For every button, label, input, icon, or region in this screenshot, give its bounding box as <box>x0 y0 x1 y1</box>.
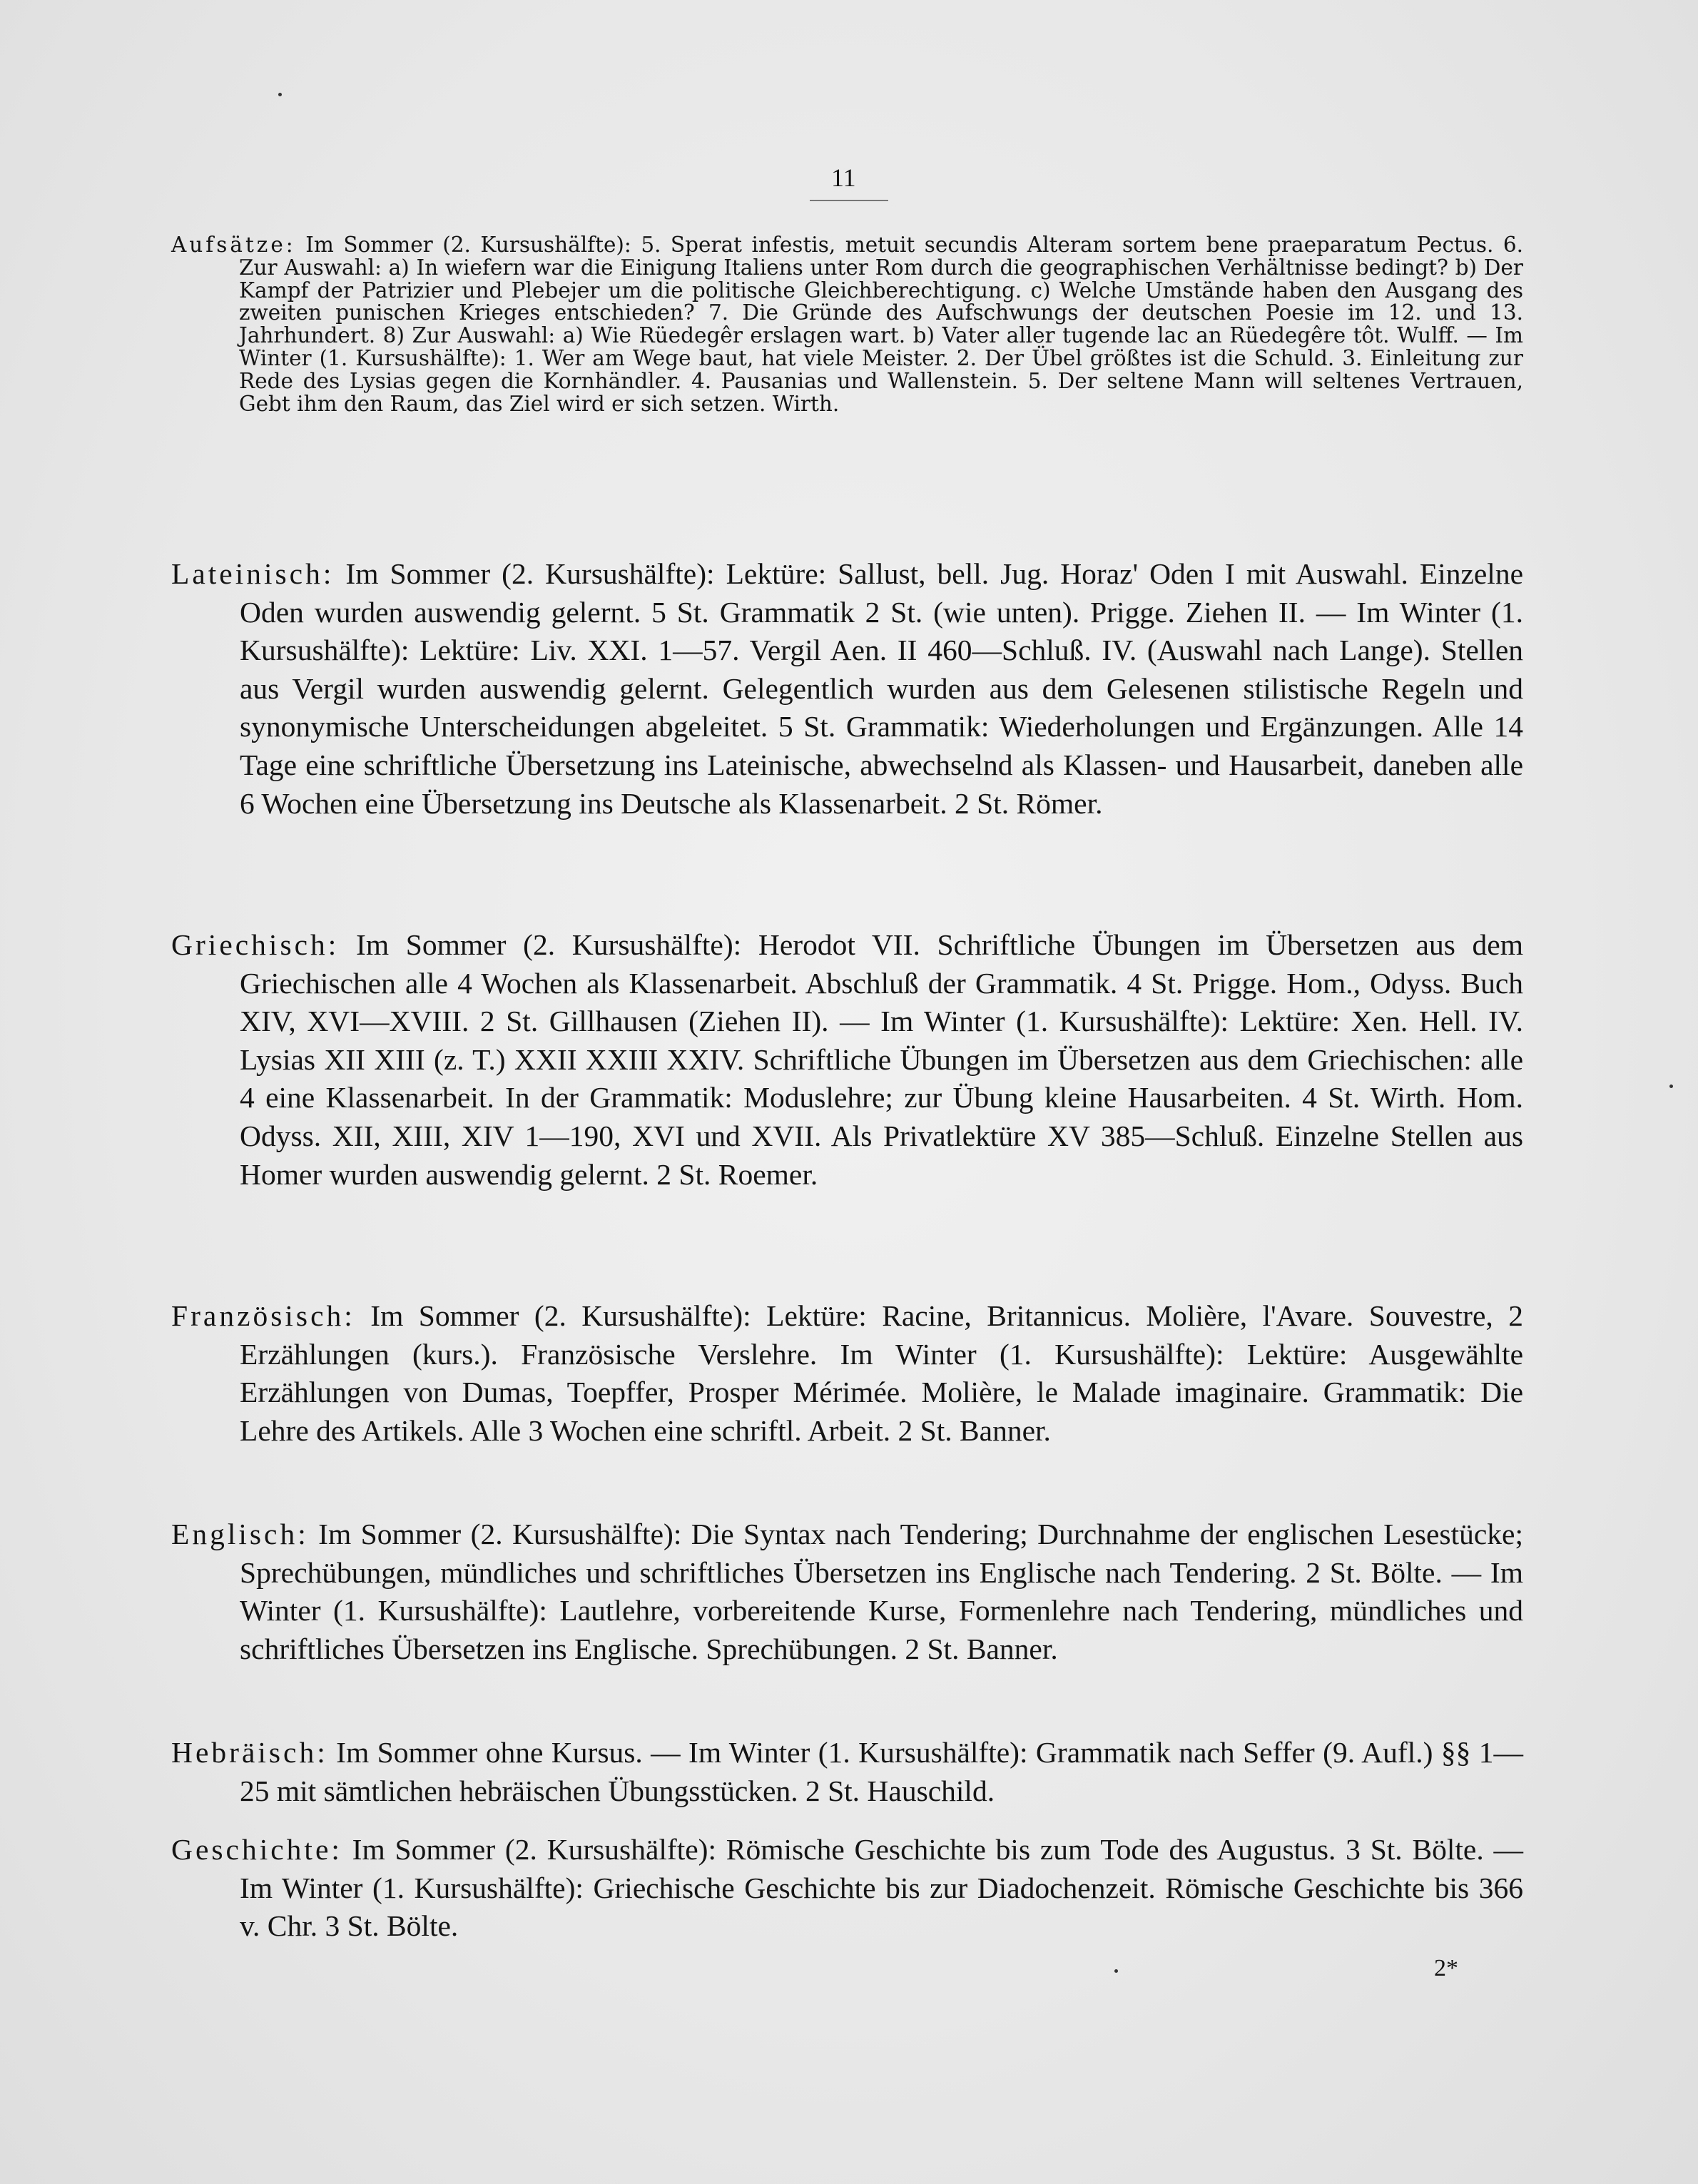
section-label-franzoesisch: Französisch: <box>171 1299 355 1332</box>
section-text-lateinisch: Im Sommer (2. Kursushälfte): Lektüre: Sallust, bell. Jug. Horaz' Oden I mit Auswahl. Einzelne Oden wurden auswendig gelernt. 5 St. Grammatik 2 St. (wie unten). Prigge. Ziehen II. — Im Winter (1. Kursushälfte): Lektüre: Liv. XXI. 1—57. Vergil Aen. II 460—Schluß. IV. (Auswahl nach Lange). Stellen aus Vergil wurden auswendig gelernt. Gelegentlich wurden aus dem Gelesenen stilistische Regeln und synonymische Unterscheidungen abgeleitet. 5 St. Grammatik: Wiederholungen und Ergänzungen. Alle 14 Tage eine schriftliche Übersetzung ins Lateinische, abwechselnd als Klassen- und Hausarbeit, daneben alle 6 Wochen eine Übersetzung ins Deutsche als Klassenarbeit. 2 St. Römer. <box>240 557 1524 820</box>
page-number: 11 <box>831 163 856 192</box>
section-aufsaetze <box>171 234 1523 415</box>
section-englisch <box>171 1515 1523 1668</box>
section-text-geschichte: Im Sommer (2. Kursushälfte): Römische Geschichte bis zum Tode des Augustus. 3 St. Bölte. — Im Winter (1. Kursushälfte): Griechische Geschichte bis zur Diadochenzeit. Römische Geschichte bis 366 v. Chr. 3 St. Bölte. <box>240 1833 1523 1943</box>
scan-speck <box>1669 1085 1673 1088</box>
section-griechisch <box>171 926 1523 1194</box>
section-label-geschichte: Geschichte: <box>171 1833 342 1866</box>
section-label-hebraeisch: Hebräisch: <box>171 1736 328 1769</box>
section-text-aufsaetze: Im Sommer (2. Kursushälfte): 5. Sperat infestis, metuit secundis Alteram sortem bene praeparatum Pectus. 6. Zur Auswahl: a) In wiefern war die Einigung Italiens unter Rom durch die geographischen Verhältnisse bedingt? b) Der Kampf der Patrizier und Plebejer um die politische Gleichberechtigung. c) Welche Umstände haben den Ausgang des zweiten punischen Krieges entschieden? 7. Die Gründe des Aufschwungs der deutschen Poesie im 12. und 13. Jahrhundert. 8) Zur Auswahl: a) Wie Rüedegêr erslagen wart. b) Vater aller tugende lac an Rüedegêre tôt. Wulff. — Im Winter (1. Kursushälfte): 1. Wer am Wege baut, hat viele Meister. 2. Der Übel größtes ist die Schuld. 3. Einleitung zur Rede des Lysias gegen die Kornhändler. 4. Pausanias und Wallenstein. 5. Der seltene Mann will seltenes Vertrauen, Gebt ihm den Raum, das Ziel wird er sich setzen. Wirth. <box>239 233 1523 416</box>
section-label-lateinisch: Lateinisch: <box>171 557 335 590</box>
scan-speck <box>1114 1969 1118 1973</box>
section-hebraeisch <box>171 1734 1523 1810</box>
section-franzoesisch <box>171 1297 1523 1450</box>
section-geschichte <box>171 1831 1523 1946</box>
section-label-englisch: Englisch: <box>171 1518 309 1550</box>
section-text-englisch: Im Sommer (2. Kursushälfte): Die Syntax nach Tendering; Durchnahme der englischen Lesestücke; Sprechübungen, mündliches und schriftliches Übersetzen ins Englische nach Tendering. 2 St. Bölte. — Im Winter (1. Kursushälfte): Lautlehre, vorbereitende Kurse, Formenlehre nach Tendering, mündliches und schriftliches Übersetzen ins Englische. Sprechübungen. 2 St. Banner. <box>240 1518 1523 1665</box>
section-text-hebraeisch: Im Sommer ohne Kursus. — Im Winter (1. Kursushälfte): Grammatik nach Seffer (9. Aufl.) §§ 1—25 mit sämtlichen hebräischen Übungsstücken. 2 St. Hauschild. <box>240 1736 1524 1807</box>
scan-speck <box>278 93 282 96</box>
section-text-griechisch: Im Sommer (2. Kursushälfte): Herodot VII. Schriftliche Übungen im Übersetzen aus dem Griechischen alle 4 Wochen als Klassenarbeit. Abschluß der Grammatik. 4 St. Prigge. Hom., Odyss. Buch XIV, XVI—XVIII. 2 St. Gillhausen (Ziehen II). — Im Winter (1. Kursushälfte): Lektüre: Xen. Hell. IV. Lysias XII XIII (z. T.) XXII XXIII XXIV. Schriftliche Übungen im Übersetzen aus dem Griechischen: alle 4 eine Klassenarbeit. In der Grammatik: Moduslehre; zur Übung kleine Hausarbeiten. 4 St. Wirth. Hom. Odyss. XII, XIII, XIV 1—190, XVI und XVII. Als Privatlektüre XV 385—Schluß. Einzelne Stellen aus Homer wurden auswendig gelernt. 2 St. Roemer. <box>240 928 1523 1191</box>
section-label-griechisch: Griechisch: <box>171 928 340 961</box>
section-label-aufsaetze: Aufsätze: <box>171 233 296 257</box>
section-lateinisch <box>171 555 1523 823</box>
section-text-franzoesisch: Im Sommer (2. Kursushälfte): Lektüre: Racine, Britannicus. Molière, l'Avare. Souvestre, 2 Erzählungen (kurs.). Französische Verslehre. Im Winter (1. Kursushälfte): Lektüre: Ausgewählte Erzählungen von Dumas, Toepffer, Prosper Mérimée. Molière, le Malade imaginaire. Grammatik: Die Lehre des Artikels. Alle 3 Wochen eine schriftl. Arbeit. 2 St. Banner. <box>240 1299 1523 1447</box>
signature-mark: 2* <box>1434 1955 1458 1981</box>
page-number-rule <box>810 200 888 201</box>
